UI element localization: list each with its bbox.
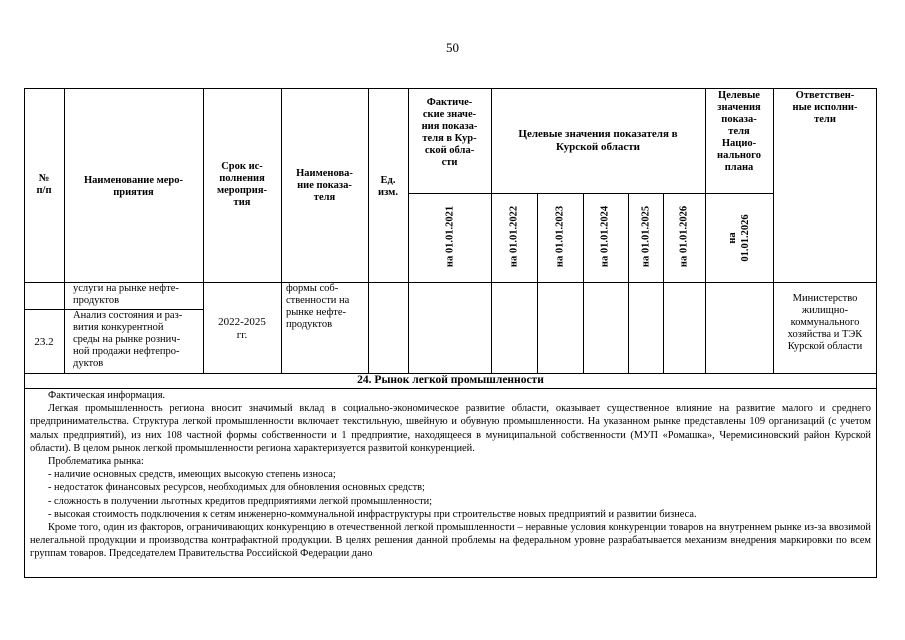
- row1-indicator: формы соб- ственности на рынке нефте- продуктов: [286, 283, 350, 330]
- date-national: на 01.01.2026: [727, 214, 751, 262]
- body-heading: Фактическая информация.: [48, 390, 166, 401]
- body-bullet: - наличие основных средств, имеющих высокую степень износа;: [48, 469, 336, 481]
- date-target-2024: на 01.01.2024: [599, 205, 611, 268]
- date-target-2022: на 01.01.2022: [508, 205, 520, 268]
- header-indicator: Наименова- ние показа- теля: [296, 168, 353, 203]
- section-body: [30, 389, 871, 561]
- body-bullet: - высокая стоимость подключения к сетям инженерно-коммунальной инфраструктуры при строительстве новых предприятий и развитии бизнеса.: [48, 508, 697, 520]
- row2-term: 2022-2025 гг.: [218, 316, 266, 341]
- body-bullet: - недостаток финансовых ресурсов, необходимых для обновления основных средств;: [48, 482, 425, 494]
- body-bullet: - сложность в получении льготных кредитов предприятиями легкой промышленности;: [48, 495, 433, 507]
- date-target-2026: на 01.01.2026: [678, 205, 690, 268]
- date-target-2025: на 01.01.2025: [640, 205, 652, 268]
- header-responsible: Ответствен- ные исполни- тели: [792, 90, 858, 125]
- date-target-2023: на 01.01.2023: [554, 205, 566, 268]
- header-target-kursk: Целевые значения показателя в Курской области: [518, 128, 678, 153]
- body-paragraph: Легкая промышленность региона вносит значимый вклад в социально-экономическое развитие области, оказывает существенное влияние на развитие малого и среднего предпринимательства. Структура легкой промышленности включает текстильную, швейную и обувную промышленности. На указанном рынке представлены 109 организаций (с учетом малых предприятий), из них 108 частной формы собственности и 1 предприятие, находящееся в муниципальной собственности (МУП «Ромашка», Черемисиновский район Курской области). В целом рынок легкой промышленности региона характеризуется развитой конкуренцией.: [30, 403, 871, 454]
- header-target-national: Целевые значения показа- теля Нацио- нального плана: [717, 90, 761, 173]
- date-actual: на 01.01.2021: [444, 205, 456, 268]
- row1-name: услуги на рынке нефте- продуктов: [73, 283, 179, 306]
- header-name: Наименование меро- приятия: [83, 175, 184, 198]
- header-term: Срок ис- полнения мероприя- тия: [216, 161, 268, 208]
- row2-num: 23.2: [34, 336, 54, 348]
- header-num: № п/п: [36, 173, 52, 196]
- header-actual: Фактиче- ские значе- ния показа- теля в Кур- ской обла- сти: [421, 97, 478, 168]
- header-unit: Ед. изм.: [378, 175, 398, 198]
- body-paragraph: Кроме того, один из факторов, ограничивающих конкуренцию в отечественной легкой промышленности – неравные условия конкуренции товаров на внутреннем рынке из-за ввозимой нелегальной продукции и производства контрафактной продукции. В целях решения данной проблемы на федеральном уровне разрабатывается механизм внедрения маркировки по всем группам товаров. Председателем Правительства Российской Федерации дано: [30, 522, 871, 560]
- section-title: 24. Рынок легкой промышленности: [357, 374, 544, 386]
- row2-name: Анализ состояния и раз- вития конкурентной среды на рынке рознич- ной продажи нефтепро- дуктов: [73, 310, 183, 369]
- body-problems-heading: Проблематика рынка:: [48, 456, 144, 468]
- page-number: 50: [446, 40, 459, 55]
- row2-responsible: Министерство жилищно- коммунального хозяйства и ТЭК Курской области: [787, 293, 863, 352]
